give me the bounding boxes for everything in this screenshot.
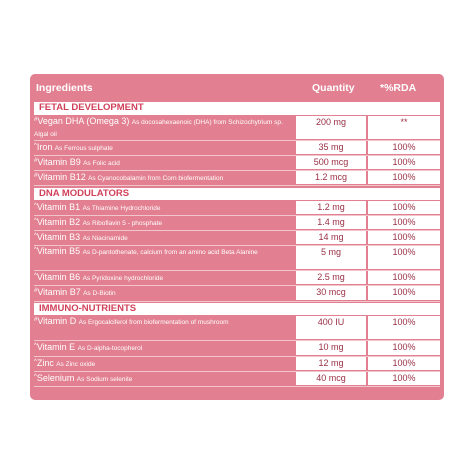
source-marker: ^ (34, 343, 37, 350)
table-row (34, 286, 440, 301)
ingredient-source: As Ergocalciferol from biofermentation of mushroom (78, 319, 229, 327)
source-marker: # (34, 157, 38, 164)
ingredient-name: Vitamin E (36, 342, 76, 353)
table-row (34, 357, 440, 372)
ingredient-name: Vitamin B6 (36, 272, 81, 283)
footnote: ^Active forms of vitamins and minerals, (38, 446, 168, 456)
quantity-cell: 1.2 mg (296, 201, 366, 215)
source-marker: # (34, 288, 38, 295)
recommended-usage-label: Recommended Usage: (234, 438, 315, 448)
ingredient-source: As Ferrous sulphate (54, 144, 113, 152)
quantity-cell: 10 mg (296, 341, 366, 355)
ingredient-source: As Niacinamide (82, 235, 128, 243)
ingredient-source: As Cyanocobalamin from Corn biofermentation (88, 175, 224, 183)
source-marker: # (34, 116, 38, 123)
ingredient-name-cell (34, 141, 294, 155)
rda-cell: 100% (368, 171, 440, 185)
source-marker: ^ (34, 233, 37, 240)
source-marker: # (34, 173, 38, 180)
table-row (34, 231, 440, 246)
ingredient-source: As docosahexaenoic (DHA) from Schizochytrium sp. Algal oil (34, 118, 283, 138)
table-row (34, 216, 440, 231)
ingredient-name: Vitamin B2 (36, 217, 81, 228)
ingredient-source: As Sodium selenite (76, 375, 133, 383)
quantity-cell: 14 mg (296, 231, 366, 245)
ingredient-source: As D-alpha-tocopherol (77, 345, 143, 353)
quantity-cell: 1.2 mcg (296, 171, 366, 185)
ingredient-name: Vitamin B3 (36, 232, 81, 243)
table-row (34, 116, 440, 141)
ingredient-source: As Thiamine Hydrochloride (82, 205, 161, 213)
ingredient-name-cell (34, 156, 294, 170)
table-row (34, 141, 440, 156)
ingredients-table (34, 101, 440, 387)
table-row (34, 171, 440, 186)
section-title: IMMUNO-NUTRIENTS (39, 302, 137, 314)
quantity-cell: 30 mcg (296, 286, 366, 300)
quantity-cell: 2.5 mg (296, 271, 366, 285)
rda-cell: 100% (368, 246, 440, 270)
section-title: FETAL DEVELOPMENT (39, 102, 144, 114)
ingredient-name: Selenium (36, 372, 75, 383)
quantity-cell: 1.4 mg (296, 216, 366, 230)
footnote: ** RDA not established (38, 438, 114, 448)
ingredient-source: As Pyridoxine hydrochloride (82, 275, 164, 283)
rda-cell: 100% (368, 201, 440, 215)
rda-cell: ** (368, 116, 440, 140)
header-rda: *%RDA (380, 82, 417, 94)
ingredient-name-cell (34, 357, 294, 371)
ingredient-name: Vitamin B5 (36, 246, 81, 257)
ingredient-name: Zinc (36, 357, 54, 368)
footnote: *%RDA is as per 2000 kcal & Pregnant women (38, 421, 194, 431)
source-marker: ^ (34, 373, 37, 380)
ingredient-name: Vitamin B1 (36, 202, 81, 213)
quantity-cell: 35 mg (296, 141, 366, 155)
rda-cell: 100% (368, 216, 440, 230)
header-quantity: Quantity (312, 82, 355, 94)
rda-cell: 100% (368, 286, 440, 300)
footnotes-left (38, 414, 238, 464)
ingredient-name-cell (34, 286, 294, 300)
ingredient-name: Vitamin D (37, 316, 77, 327)
ingredient-name-cell (34, 316, 294, 340)
rda-cell: 100% (368, 156, 440, 170)
other-ingredients (234, 414, 440, 439)
ingredient-source: As Riboflavin 5 - phosphate (82, 220, 163, 228)
table-row (34, 372, 440, 387)
quantity-cell: 40 mcg (296, 372, 366, 386)
quantity-cell: 400 IU (296, 316, 366, 340)
other-ingredients-label: Other Ingredients: (234, 413, 300, 422)
ingredient-name-cell (34, 201, 294, 215)
rda-cell: 100% (368, 141, 440, 155)
source-marker: ^ (34, 218, 37, 225)
source-marker: ^ (34, 247, 37, 254)
other-ingredients-text: Time release nutrient beadlets in Vegan Algal DHA (OMEGA 3) Oil filled Vegan Cellulose capsules (Hypromellose) (234, 413, 433, 439)
ingredient-name-cell (34, 246, 294, 270)
quantity-cell: 500 mcg (296, 156, 366, 170)
source-marker: # (34, 317, 38, 324)
ingredient-name: Vitamin B9 (37, 156, 81, 167)
nutrition-panel (30, 74, 444, 465)
rda-cell: 100% (368, 231, 440, 245)
table-row (34, 156, 440, 171)
ingredient-name: Vegan DHA (Omega 3) (37, 115, 130, 126)
table-row (34, 271, 440, 286)
rda-cell: 100% (368, 316, 440, 340)
table-row (34, 246, 440, 271)
ingredient-name: Vitamin B12 (37, 172, 86, 183)
ingredient-name-cell (34, 271, 294, 285)
footnotes-right (234, 414, 440, 448)
source-marker: ^ (34, 358, 37, 365)
quantity-cell: 5 mg (296, 246, 366, 270)
recommended-usage-text: One capsule per day (316, 438, 387, 448)
table-row (34, 341, 440, 356)
ingredient-name-cell (34, 341, 294, 355)
ingredient-source: As D-pantothenate, calcium from an amino acid Beta Alanine (82, 249, 258, 257)
ingredient-name-cell (34, 231, 294, 245)
section-header (34, 303, 440, 316)
quantity-cell: 12 mg (296, 357, 366, 371)
ingredient-name-cell (34, 372, 294, 386)
ingredient-source: As Folic acid (83, 159, 120, 167)
quantity-cell: 200 mg (296, 116, 366, 140)
footnote: Appropriate overages of vitamins and minerals added (38, 413, 216, 422)
header-ingredients: Ingredients (36, 82, 93, 94)
ingredient-name-cell (34, 116, 294, 140)
ingredient-name-cell (34, 216, 294, 230)
footnote: ICMR Guidelines (38, 429, 95, 439)
ingredient-source: As Zinc oxide (56, 360, 96, 368)
ingredient-name: Iron (36, 141, 53, 152)
section-header (34, 102, 440, 115)
source-marker: ^ (34, 273, 37, 280)
footnote: #Plant source (38, 455, 84, 465)
rda-cell: 100% (368, 372, 440, 386)
rda-cell: 100% (368, 271, 440, 285)
table-row (34, 201, 440, 216)
section-title: DNA MODULATORS (39, 187, 130, 199)
table-row (34, 316, 440, 341)
ingredient-source: As D-Biotin (83, 290, 116, 298)
source-marker: ^ (34, 203, 37, 210)
rda-cell: 100% (368, 341, 440, 355)
table-header (30, 80, 444, 96)
recommended-usage (234, 439, 440, 447)
section-header (34, 188, 440, 201)
rda-cell: 100% (368, 357, 440, 371)
ingredient-name: Vitamin B7 (37, 287, 81, 298)
source-marker: ^ (34, 142, 37, 149)
ingredient-name-cell (34, 171, 294, 185)
